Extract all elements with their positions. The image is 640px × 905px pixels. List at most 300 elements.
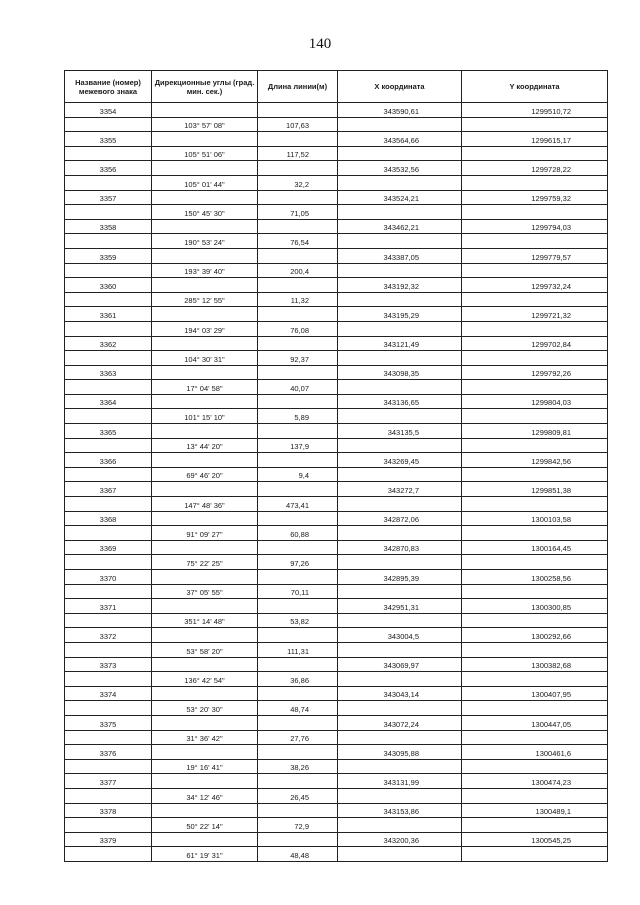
empty-cell xyxy=(338,701,462,716)
segment-row xyxy=(65,642,608,657)
point-name-cell: 3374 xyxy=(65,686,152,701)
point-name-cell: 3375 xyxy=(65,715,152,730)
empty-cell xyxy=(65,613,152,628)
direction-angle-cell: 101° 15' 10" xyxy=(152,409,258,424)
line-length-cell: 40,07 xyxy=(258,380,338,395)
empty-cell xyxy=(65,526,152,541)
empty-cell xyxy=(258,453,338,468)
point-row xyxy=(65,453,608,468)
x-coordinate-cell: 343272,7 xyxy=(338,482,462,497)
point-row xyxy=(65,424,608,439)
empty-cell xyxy=(462,438,608,453)
empty-cell xyxy=(338,730,462,745)
empty-cell xyxy=(258,190,338,205)
empty-cell xyxy=(462,117,608,132)
point-row xyxy=(65,803,608,818)
segment-row xyxy=(65,672,608,687)
point-name-cell: 3364 xyxy=(65,394,152,409)
line-length-cell: 117,52 xyxy=(258,146,338,161)
empty-cell xyxy=(152,540,258,555)
empty-cell xyxy=(462,146,608,161)
table-header-row xyxy=(65,71,608,103)
empty-cell xyxy=(338,613,462,628)
point-row xyxy=(65,365,608,380)
segment-row xyxy=(65,234,608,249)
y-coordinate-cell: 1299510,72 xyxy=(462,103,608,118)
point-row xyxy=(65,657,608,672)
empty-cell xyxy=(258,570,338,585)
line-length-cell: 473,41 xyxy=(258,497,338,512)
empty-cell xyxy=(258,599,338,614)
x-coordinate-cell: 343564,66 xyxy=(338,132,462,147)
direction-angle-cell: 150° 45' 30" xyxy=(152,205,258,220)
table-body xyxy=(65,103,608,862)
empty-cell xyxy=(462,409,608,424)
empty-cell xyxy=(152,774,258,789)
empty-cell xyxy=(462,730,608,745)
line-length-cell: 32,2 xyxy=(258,175,338,190)
empty-cell xyxy=(152,161,258,176)
empty-cell xyxy=(152,453,258,468)
empty-cell xyxy=(338,497,462,512)
x-coordinate-cell: 343462,21 xyxy=(338,219,462,234)
empty-cell xyxy=(338,467,462,482)
empty-cell xyxy=(258,540,338,555)
empty-cell xyxy=(462,847,608,862)
x-coordinate-cell: 343069,97 xyxy=(338,657,462,672)
y-coordinate-cell: 1300407,95 xyxy=(462,686,608,701)
point-row xyxy=(65,540,608,555)
empty-cell xyxy=(258,278,338,293)
x-coordinate-cell: 343121,49 xyxy=(338,336,462,351)
empty-cell xyxy=(65,701,152,716)
direction-angle-cell: 13° 44' 20" xyxy=(152,438,258,453)
empty-cell xyxy=(338,759,462,774)
empty-cell xyxy=(152,832,258,847)
empty-cell xyxy=(258,628,338,643)
segment-row xyxy=(65,584,608,599)
point-name-cell: 3369 xyxy=(65,540,152,555)
empty-cell xyxy=(258,657,338,672)
empty-cell xyxy=(152,715,258,730)
empty-cell xyxy=(258,803,338,818)
line-length-cell: 5,89 xyxy=(258,409,338,424)
empty-cell xyxy=(65,380,152,395)
segment-row xyxy=(65,467,608,482)
point-row xyxy=(65,745,608,760)
direction-angle-cell: 103° 57' 08" xyxy=(152,117,258,132)
point-row xyxy=(65,307,608,322)
empty-cell xyxy=(462,818,608,833)
empty-cell xyxy=(338,351,462,366)
direction-angle-cell: 136° 42' 54" xyxy=(152,672,258,687)
empty-cell xyxy=(462,759,608,774)
empty-cell xyxy=(338,584,462,599)
direction-angle-cell: 91° 09' 27" xyxy=(152,526,258,541)
point-name-cell: 3358 xyxy=(65,219,152,234)
empty-cell xyxy=(152,103,258,118)
empty-cell xyxy=(65,497,152,512)
segment-row xyxy=(65,818,608,833)
empty-cell xyxy=(462,788,608,803)
empty-cell xyxy=(152,190,258,205)
y-coordinate-cell: 1300258,56 xyxy=(462,570,608,585)
point-row xyxy=(65,103,608,118)
empty-cell xyxy=(258,161,338,176)
empty-cell xyxy=(462,205,608,220)
y-coordinate-cell: 1299728,22 xyxy=(462,161,608,176)
point-row xyxy=(65,132,608,147)
empty-cell xyxy=(152,248,258,263)
line-length-cell: 92,37 xyxy=(258,351,338,366)
y-coordinate-cell: 1300300,85 xyxy=(462,599,608,614)
empty-cell xyxy=(65,759,152,774)
segment-row xyxy=(65,497,608,512)
point-name-cell: 3372 xyxy=(65,628,152,643)
direction-angle-cell: 53° 58' 20" xyxy=(152,642,258,657)
empty-cell xyxy=(462,321,608,336)
point-row xyxy=(65,482,608,497)
x-coordinate-cell: 343590,61 xyxy=(338,103,462,118)
x-coordinate-cell: 343195,29 xyxy=(338,307,462,322)
line-length-cell: 70,11 xyxy=(258,584,338,599)
direction-angle-cell: 31° 36' 42" xyxy=(152,730,258,745)
empty-cell xyxy=(338,321,462,336)
line-length-cell: 76,08 xyxy=(258,321,338,336)
empty-cell xyxy=(65,438,152,453)
empty-cell xyxy=(462,380,608,395)
line-length-cell: 76,54 xyxy=(258,234,338,249)
empty-cell xyxy=(338,438,462,453)
empty-cell xyxy=(258,832,338,847)
x-coordinate-cell: 343200,36 xyxy=(338,832,462,847)
empty-cell xyxy=(462,555,608,570)
x-coordinate-cell: 343153,86 xyxy=(338,803,462,818)
coordinates-table xyxy=(64,70,608,862)
segment-row xyxy=(65,175,608,190)
point-name-cell: 3362 xyxy=(65,336,152,351)
empty-cell xyxy=(65,642,152,657)
point-name-cell: 3359 xyxy=(65,248,152,263)
empty-cell xyxy=(258,219,338,234)
segment-row xyxy=(65,321,608,336)
y-coordinate-cell: 1299792,26 xyxy=(462,365,608,380)
empty-cell xyxy=(258,424,338,439)
point-name-cell: 3367 xyxy=(65,482,152,497)
empty-cell xyxy=(338,175,462,190)
empty-cell xyxy=(65,263,152,278)
empty-cell xyxy=(152,803,258,818)
header-name: Название (номер) межевого знака xyxy=(65,71,152,103)
empty-cell xyxy=(65,175,152,190)
empty-cell xyxy=(65,234,152,249)
y-coordinate-cell: 1299809,81 xyxy=(462,424,608,439)
point-name-cell: 3365 xyxy=(65,424,152,439)
empty-cell xyxy=(462,701,608,716)
point-name-cell: 3370 xyxy=(65,570,152,585)
line-length-cell: 200,4 xyxy=(258,263,338,278)
direction-angle-cell: 105° 01' 44" xyxy=(152,175,258,190)
header-x: X координата xyxy=(338,71,462,103)
point-name-cell: 3366 xyxy=(65,453,152,468)
empty-cell xyxy=(65,117,152,132)
direction-angle-cell: 37° 05' 55" xyxy=(152,584,258,599)
y-coordinate-cell: 1300545,25 xyxy=(462,832,608,847)
empty-cell xyxy=(258,686,338,701)
empty-cell xyxy=(338,818,462,833)
y-coordinate-cell: 1299759,32 xyxy=(462,190,608,205)
direction-angle-cell: 34° 12' 46" xyxy=(152,788,258,803)
point-row xyxy=(65,686,608,701)
empty-cell xyxy=(65,205,152,220)
empty-cell xyxy=(65,292,152,307)
line-length-cell: 26,45 xyxy=(258,788,338,803)
empty-cell xyxy=(65,409,152,424)
empty-cell xyxy=(462,351,608,366)
direction-angle-cell: 104° 30' 31" xyxy=(152,351,258,366)
point-row xyxy=(65,715,608,730)
direction-angle-cell: 193° 39' 40" xyxy=(152,263,258,278)
x-coordinate-cell: 343131,99 xyxy=(338,774,462,789)
x-coordinate-cell: 343095,88 xyxy=(338,745,462,760)
x-coordinate-cell: 343532,56 xyxy=(338,161,462,176)
empty-cell xyxy=(152,511,258,526)
empty-cell xyxy=(258,307,338,322)
empty-cell xyxy=(152,482,258,497)
empty-cell xyxy=(462,263,608,278)
segment-row xyxy=(65,788,608,803)
empty-cell xyxy=(338,642,462,657)
point-row xyxy=(65,161,608,176)
segment-row xyxy=(65,292,608,307)
empty-cell xyxy=(338,788,462,803)
x-coordinate-cell: 342870,83 xyxy=(338,540,462,555)
y-coordinate-cell: 1300103,58 xyxy=(462,511,608,526)
segment-row xyxy=(65,146,608,161)
line-length-cell: 53,82 xyxy=(258,613,338,628)
x-coordinate-cell: 343004,5 xyxy=(338,628,462,643)
empty-cell xyxy=(338,117,462,132)
empty-cell xyxy=(65,321,152,336)
empty-cell xyxy=(258,511,338,526)
y-coordinate-cell: 1299794,03 xyxy=(462,219,608,234)
y-coordinate-cell: 1299732,24 xyxy=(462,278,608,293)
point-name-cell: 3379 xyxy=(65,832,152,847)
empty-cell xyxy=(152,424,258,439)
y-coordinate-cell: 1300474,23 xyxy=(462,774,608,789)
empty-cell xyxy=(462,292,608,307)
segment-row xyxy=(65,759,608,774)
direction-angle-cell: 19° 16' 41" xyxy=(152,759,258,774)
line-length-cell: 72,9 xyxy=(258,818,338,833)
y-coordinate-cell: 1299615,17 xyxy=(462,132,608,147)
empty-cell xyxy=(65,555,152,570)
direction-angle-cell: 194° 03' 29" xyxy=(152,321,258,336)
line-length-cell: 38,26 xyxy=(258,759,338,774)
point-row xyxy=(65,599,608,614)
empty-cell xyxy=(152,599,258,614)
segment-row xyxy=(65,613,608,628)
empty-cell xyxy=(338,205,462,220)
empty-cell xyxy=(152,365,258,380)
empty-cell xyxy=(152,570,258,585)
empty-cell xyxy=(258,365,338,380)
point-row xyxy=(65,248,608,263)
point-name-cell: 3373 xyxy=(65,657,152,672)
empty-cell xyxy=(338,409,462,424)
point-name-cell: 3361 xyxy=(65,307,152,322)
point-name-cell: 3357 xyxy=(65,190,152,205)
y-coordinate-cell: 1300461,6 xyxy=(462,745,608,760)
point-row xyxy=(65,774,608,789)
y-coordinate-cell: 1300489,1 xyxy=(462,803,608,818)
point-name-cell: 3363 xyxy=(65,365,152,380)
line-length-cell: 48,74 xyxy=(258,701,338,716)
empty-cell xyxy=(462,584,608,599)
line-length-cell: 111,31 xyxy=(258,642,338,657)
empty-cell xyxy=(65,467,152,482)
y-coordinate-cell: 1299851,38 xyxy=(462,482,608,497)
empty-cell xyxy=(338,292,462,307)
direction-angle-cell: 50° 22' 14" xyxy=(152,818,258,833)
empty-cell xyxy=(152,745,258,760)
empty-cell xyxy=(338,263,462,278)
empty-cell xyxy=(152,132,258,147)
segment-row xyxy=(65,380,608,395)
direction-angle-cell: 285° 12' 55" xyxy=(152,292,258,307)
point-name-cell: 3378 xyxy=(65,803,152,818)
point-name-cell: 3376 xyxy=(65,745,152,760)
header-y: Y координата xyxy=(462,71,608,103)
x-coordinate-cell: 343043,14 xyxy=(338,686,462,701)
empty-cell xyxy=(152,686,258,701)
point-name-cell: 3355 xyxy=(65,132,152,147)
empty-cell xyxy=(152,278,258,293)
point-row xyxy=(65,511,608,526)
line-length-cell: 71,05 xyxy=(258,205,338,220)
direction-angle-cell: 53° 20' 30" xyxy=(152,701,258,716)
x-coordinate-cell: 343524,21 xyxy=(338,190,462,205)
x-coordinate-cell: 343136,65 xyxy=(338,394,462,409)
line-length-cell: 137,9 xyxy=(258,438,338,453)
empty-cell xyxy=(152,628,258,643)
segment-row xyxy=(65,847,608,862)
y-coordinate-cell: 1299702,84 xyxy=(462,336,608,351)
y-coordinate-cell: 1299804,03 xyxy=(462,394,608,409)
segment-row xyxy=(65,701,608,716)
empty-cell xyxy=(258,394,338,409)
empty-cell xyxy=(152,219,258,234)
empty-cell xyxy=(65,584,152,599)
empty-cell xyxy=(152,336,258,351)
point-row xyxy=(65,570,608,585)
empty-cell xyxy=(152,307,258,322)
segment-row xyxy=(65,730,608,745)
x-coordinate-cell: 343269,45 xyxy=(338,453,462,468)
point-row xyxy=(65,190,608,205)
direction-angle-cell: 147° 48' 36" xyxy=(152,497,258,512)
segment-row xyxy=(65,555,608,570)
segment-row xyxy=(65,205,608,220)
empty-cell xyxy=(258,103,338,118)
empty-cell xyxy=(258,132,338,147)
x-coordinate-cell: 343387,05 xyxy=(338,248,462,263)
empty-cell xyxy=(258,715,338,730)
line-length-cell: 11,32 xyxy=(258,292,338,307)
direction-angle-cell: 17° 04' 58" xyxy=(152,380,258,395)
empty-cell xyxy=(462,526,608,541)
empty-cell xyxy=(462,234,608,249)
empty-cell xyxy=(338,380,462,395)
line-length-cell: 36,86 xyxy=(258,672,338,687)
line-length-cell: 27,76 xyxy=(258,730,338,745)
y-coordinate-cell: 1300292,66 xyxy=(462,628,608,643)
empty-cell xyxy=(65,672,152,687)
empty-cell xyxy=(258,336,338,351)
point-name-cell: 3377 xyxy=(65,774,152,789)
x-coordinate-cell: 343192,32 xyxy=(338,278,462,293)
segment-row xyxy=(65,526,608,541)
y-coordinate-cell: 1299721,32 xyxy=(462,307,608,322)
direction-angle-cell: 61° 19' 31" xyxy=(152,847,258,862)
y-coordinate-cell: 1300447,05 xyxy=(462,715,608,730)
x-coordinate-cell: 343072,24 xyxy=(338,715,462,730)
line-length-cell: 48,48 xyxy=(258,847,338,862)
point-row xyxy=(65,394,608,409)
x-coordinate-cell: 342951,31 xyxy=(338,599,462,614)
empty-cell xyxy=(65,730,152,745)
header-angle: Дирекционные углы (град. мин. сек.) xyxy=(152,71,258,103)
empty-cell xyxy=(338,234,462,249)
x-coordinate-cell: 342895,39 xyxy=(338,570,462,585)
point-row xyxy=(65,336,608,351)
point-row xyxy=(65,628,608,643)
empty-cell xyxy=(338,146,462,161)
empty-cell xyxy=(462,613,608,628)
direction-angle-cell: 351° 14' 48" xyxy=(152,613,258,628)
point-row xyxy=(65,219,608,234)
direction-angle-cell: 190° 53' 24" xyxy=(152,234,258,249)
empty-cell xyxy=(65,351,152,366)
point-name-cell: 3356 xyxy=(65,161,152,176)
y-coordinate-cell: 1299842,56 xyxy=(462,453,608,468)
point-name-cell: 3360 xyxy=(65,278,152,293)
line-length-cell: 97,26 xyxy=(258,555,338,570)
empty-cell xyxy=(152,394,258,409)
empty-cell xyxy=(338,847,462,862)
x-coordinate-cell: 343098,35 xyxy=(338,365,462,380)
segment-row xyxy=(65,263,608,278)
point-name-cell: 3371 xyxy=(65,599,152,614)
point-row xyxy=(65,832,608,847)
y-coordinate-cell: 1300164,45 xyxy=(462,540,608,555)
direction-angle-cell: 75° 22' 25" xyxy=(152,555,258,570)
empty-cell xyxy=(462,642,608,657)
x-coordinate-cell: 342872,06 xyxy=(338,511,462,526)
line-length-cell: 60,88 xyxy=(258,526,338,541)
x-coordinate-cell: 343135,5 xyxy=(338,424,462,439)
line-length-cell: 9,4 xyxy=(258,467,338,482)
y-coordinate-cell: 1300382,68 xyxy=(462,657,608,672)
empty-cell xyxy=(258,482,338,497)
empty-cell xyxy=(65,847,152,862)
empty-cell xyxy=(462,175,608,190)
empty-cell xyxy=(338,526,462,541)
empty-cell xyxy=(462,672,608,687)
y-coordinate-cell: 1299779,57 xyxy=(462,248,608,263)
empty-cell xyxy=(462,467,608,482)
segment-row xyxy=(65,409,608,424)
